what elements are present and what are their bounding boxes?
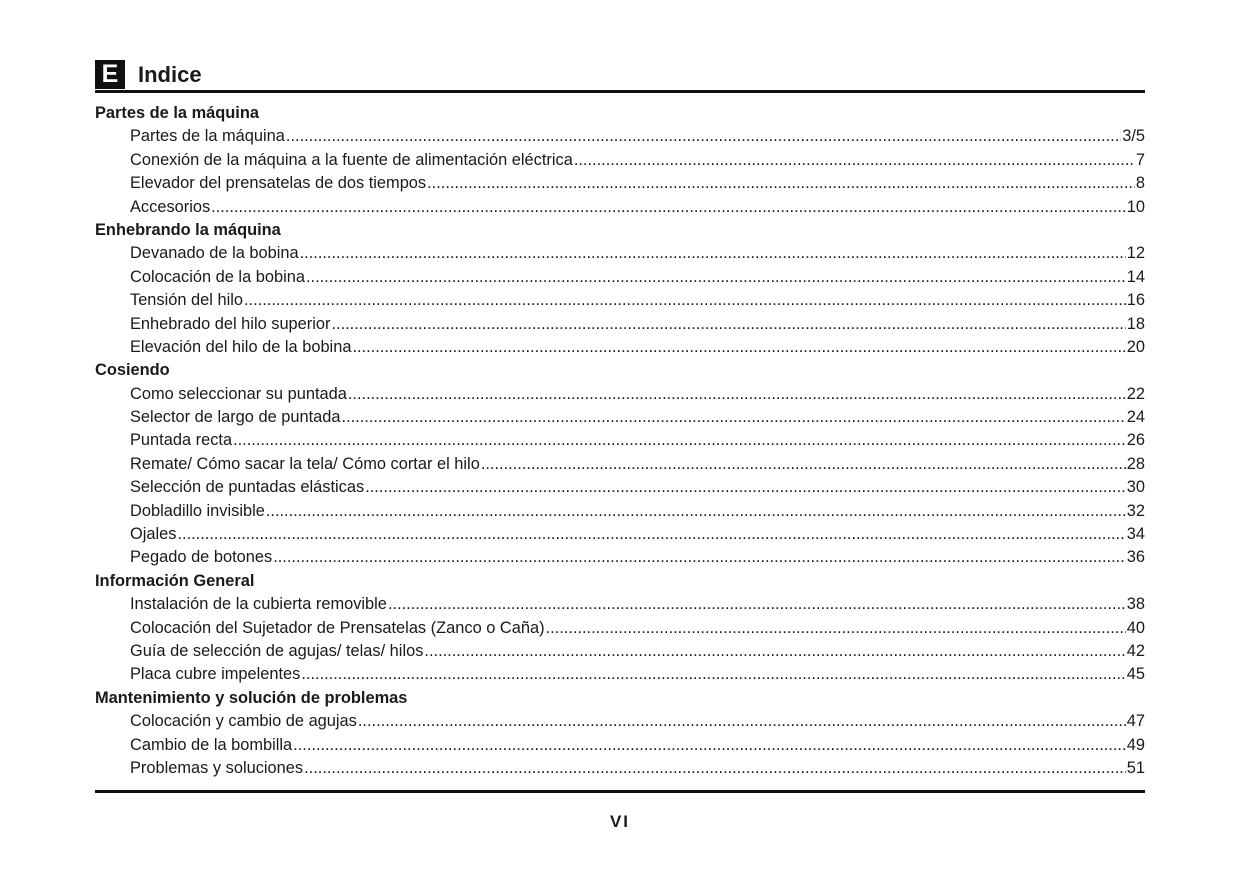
dot-leader xyxy=(342,406,1126,429)
toc-entry-label: Elevación del hilo de la bobina xyxy=(130,337,352,356)
toc-entry-label: Enhebrado del hilo superior xyxy=(130,314,331,333)
dot-leader xyxy=(266,500,1126,523)
toc-entry-label: Ojales xyxy=(130,525,177,544)
toc-entry-label: Elevador del prensatelas de dos tiempos xyxy=(130,174,427,193)
dot-leader xyxy=(365,476,1126,499)
section-title: Enhebrando la máquina xyxy=(95,220,281,239)
toc-entry[interactable] xyxy=(95,406,1145,429)
dot-leader xyxy=(300,242,1126,265)
toc-entry-label: Remate/ Cómo sacar la tela/ Cómo cortar el hilo xyxy=(130,454,480,473)
toc-entry-page: 7 xyxy=(1135,150,1145,169)
toc-entry[interactable] xyxy=(95,336,1145,359)
toc-entry-page: 24 xyxy=(1126,408,1145,427)
dot-leader xyxy=(306,266,1126,289)
toc-entry[interactable] xyxy=(95,266,1145,289)
toc-entry[interactable] xyxy=(95,734,1145,757)
toc-entry-page: 30 xyxy=(1126,478,1145,497)
toc-entry-label: Como seleccionar su puntada xyxy=(130,384,347,403)
toc-entry-label: Placa cubre impelentes xyxy=(130,665,301,684)
dot-leader xyxy=(358,710,1126,733)
toc-entry-page: 16 xyxy=(1126,291,1145,310)
toc-entry-page: 45 xyxy=(1126,665,1145,684)
toc-entry-label: Selección de puntadas elásticas xyxy=(130,478,365,497)
toc-entry[interactable] xyxy=(95,453,1145,476)
toc-entry-page: 47 xyxy=(1126,712,1145,731)
toc-entry-page: 3/5 xyxy=(1122,127,1145,146)
toc-entry[interactable] xyxy=(95,546,1145,569)
toc-entry-label: Dobladillo invisible xyxy=(130,501,265,520)
toc-entry-label: Puntada recta xyxy=(130,431,233,450)
section-title: Cosiendo xyxy=(95,361,170,380)
toc-entry-page: 12 xyxy=(1126,244,1145,263)
toc-entry-label: Devanado de la bobina xyxy=(130,244,299,263)
toc-entry[interactable] xyxy=(95,313,1145,336)
section-title: Información General xyxy=(95,571,255,590)
dot-leader xyxy=(348,383,1126,406)
toc-entry-label: Instalación de la cubierta removible xyxy=(130,595,387,614)
toc-entry[interactable] xyxy=(95,289,1145,312)
page-header xyxy=(95,60,1145,93)
table-of-contents xyxy=(95,102,1145,780)
toc-entry-page: 14 xyxy=(1126,267,1145,286)
dot-leader xyxy=(427,172,1135,195)
toc-entry-label: Selector de largo de puntada xyxy=(130,408,341,427)
toc-entry-label: Colocación de la bobina xyxy=(130,267,305,286)
toc-entry-label: Conexión de la máquina a la fuente de alimentación eléctrica xyxy=(130,150,573,169)
language-badge: E xyxy=(95,60,125,89)
toc-entry[interactable] xyxy=(95,523,1145,546)
toc-entry[interactable] xyxy=(95,757,1145,780)
toc-entry-label: Tensión del hilo xyxy=(130,291,243,310)
toc-entry-page: 10 xyxy=(1126,197,1145,216)
toc-entry-page: 26 xyxy=(1126,431,1145,450)
toc-entry-label: Cambio de la bombilla xyxy=(130,735,293,754)
page-number: VI xyxy=(609,812,631,831)
dot-leader xyxy=(546,617,1126,640)
dot-leader xyxy=(286,125,1121,148)
toc-entry-page: 28 xyxy=(1126,454,1145,473)
toc-entry-page: 8 xyxy=(1135,174,1145,193)
page-title: Indice xyxy=(138,62,202,87)
toc-entry-label: Guía de selección de agujas/ telas/ hilos xyxy=(130,641,424,660)
dot-leader xyxy=(574,149,1135,172)
toc-entry[interactable] xyxy=(95,710,1145,733)
dot-leader xyxy=(233,429,1126,452)
toc-entry[interactable] xyxy=(95,196,1145,219)
toc-entry-label: Colocación del Sujetador de Prensatelas (Zanco o Caña) xyxy=(130,618,545,637)
dot-leader xyxy=(301,663,1125,686)
dot-leader xyxy=(211,196,1126,219)
toc-entry[interactable] xyxy=(95,663,1145,686)
toc-entry[interactable] xyxy=(95,593,1145,616)
toc-entry-label: Accesorios xyxy=(130,197,211,216)
toc-entry[interactable] xyxy=(95,149,1145,172)
toc-entry-page: 36 xyxy=(1126,548,1145,567)
toc-entry-page: 51 xyxy=(1126,758,1145,777)
toc-entry[interactable] xyxy=(95,500,1145,523)
toc-entry-label: Problemas y soluciones xyxy=(130,758,304,777)
toc-entry-page: 38 xyxy=(1126,595,1145,614)
toc-entry[interactable] xyxy=(95,640,1145,663)
toc-entry[interactable] xyxy=(95,617,1145,640)
section-title: Partes de la máquina xyxy=(95,104,259,122)
dot-leader xyxy=(352,336,1125,359)
toc-entry[interactable] xyxy=(95,125,1145,148)
toc-entry-label: Partes de la máquina xyxy=(130,127,285,146)
toc-entry-label: Colocación y cambio de agujas xyxy=(130,712,357,731)
dot-leader xyxy=(388,593,1126,616)
toc-entry-page: 34 xyxy=(1126,525,1145,544)
toc-entry-page: 18 xyxy=(1126,314,1145,333)
toc-entry-page: 49 xyxy=(1126,735,1145,754)
toc-entry-label: Pegado de botones xyxy=(130,548,273,567)
dot-leader xyxy=(244,289,1126,312)
dot-leader xyxy=(304,757,1126,780)
dot-leader xyxy=(177,523,1125,546)
toc-entry[interactable] xyxy=(95,429,1145,452)
dot-leader xyxy=(293,734,1126,757)
toc-entry[interactable] xyxy=(95,383,1145,406)
toc-entry-page: 20 xyxy=(1126,337,1145,356)
toc-entry-page: 22 xyxy=(1126,384,1145,403)
toc-entry[interactable] xyxy=(95,242,1145,265)
toc-entry[interactable] xyxy=(95,476,1145,499)
dot-leader xyxy=(331,313,1125,336)
dot-leader xyxy=(273,546,1126,569)
toc-entry[interactable] xyxy=(95,172,1145,195)
toc-entry-page: 40 xyxy=(1126,618,1145,637)
toc-entry-page: 32 xyxy=(1126,501,1145,520)
dot-leader xyxy=(481,453,1126,476)
bottom-rule xyxy=(95,790,1145,793)
dot-leader xyxy=(424,640,1125,663)
toc-entry-page: 42 xyxy=(1126,641,1145,660)
section-title: Mantenimiento y solución de problemas xyxy=(95,688,408,707)
